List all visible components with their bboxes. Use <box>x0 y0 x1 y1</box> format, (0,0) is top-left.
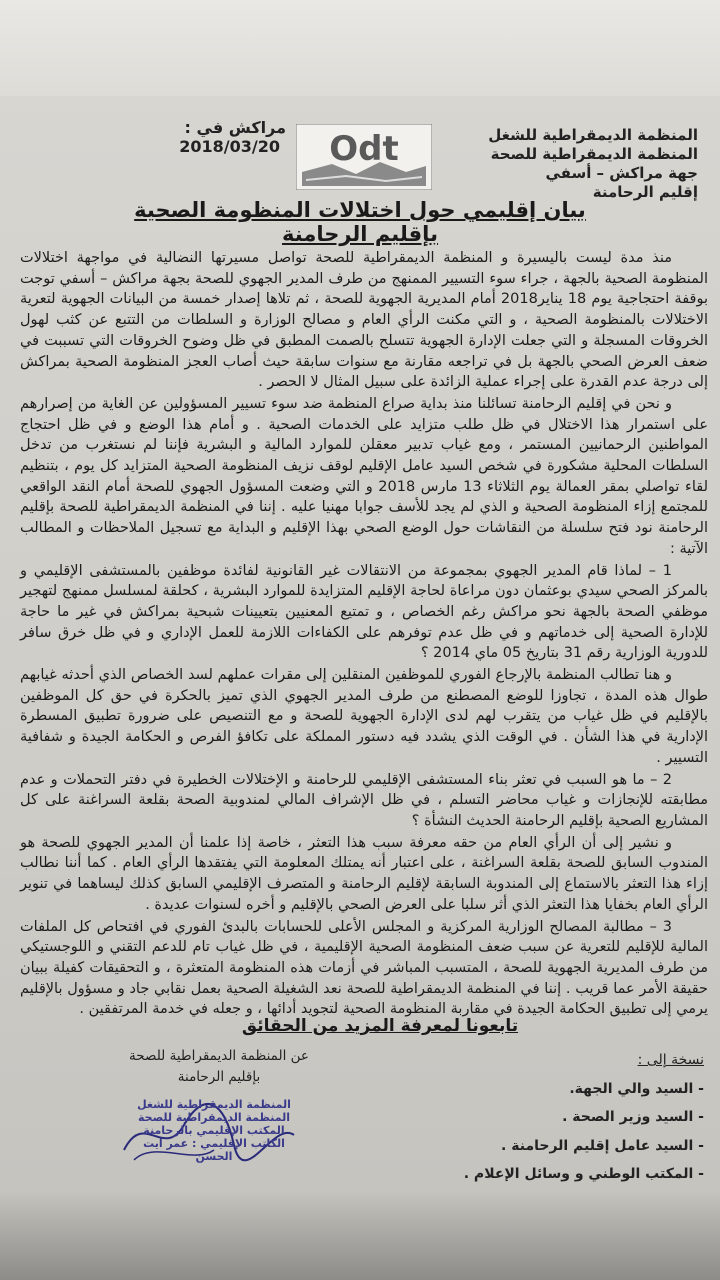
org-line-4: إقليم الرحامنة <box>592 183 698 201</box>
org-line-1: المنظمة الديمقراطية للشغل <box>488 126 698 144</box>
statement-body <box>20 248 708 1020</box>
place-label: مراكش في : <box>184 118 286 137</box>
org-line-3: جهة مراكش – أسفي <box>545 164 698 182</box>
scan-shadow <box>0 1190 720 1280</box>
copy-recipient: - السيد عامل إقليم الرحامنة . <box>374 1132 704 1161</box>
signature-line-2: بإقليم الرحامنة <box>177 1069 261 1085</box>
paragraph: 2 – ما هو السبب في تعثر بناء المستشفى الإقليمي للرحامنة و الإختلالات الخطيرة في دفتر التحملات و عدم مطابقته للإنجازات و غياب محاضر التسلم ، في ظل الإشراف المالي لمندوبية الصحة بقلعة السراغنة على كل المشاريع الصحية بإقليم الرحامنة الحديث النشأة ؟ <box>20 771 708 829</box>
signature-line-1: عن المنظمة الديمقراطية للصحة <box>129 1048 309 1064</box>
stamp-line-4: الكاتب الإقليمي : عمر ايت الحسن <box>143 1137 285 1163</box>
signature-block <box>104 1046 334 1088</box>
paragraph: 3 – مطالبة المصالح الوزارية المركزية و المجلس الأعلى للحسابات بالبدئ الفوري في افتحاص كل الملفات المالية للإقليم للتعرية عن سبب ضعف المنظومة الصحية الإقليمية ، في ظل غياب تام للدعم التقني و اللوجستيكي من طرف المديرية الجهوية للصحة ، المتسبب المباشر في أزمات هذه المنظومة المتعثرة ، و التحقيقات كفيلة ببيان حقيقة الأمر عما قريب . إننا في المنظمة الديمقراطية للصحة نعد الشغيلة الصحية بعمل نقابي جاد و مسؤول بالإقليم يرمي إلى تطبيق الحكامة الجيدة في مقاربة المنظومة الصحية لتجويد أدائها ، و جعله في خدمة المرتفقين . <box>20 918 708 1018</box>
paragraph: و هنا تطالب المنظمة بالإرجاع الفوري للموظفين المنقلين إلى مقرات عملهم لسد الخصاص الذي أحدثه غيابهم طوال هذه المدة ، تجاوزا للوضع المصطنع من طرف المدير الجهوي الذي تميز بالحكرة في حق كل الموظفين بالإقليم في ظل غياب من يتقرب لهم لدى الإدارة الجهوية للصحة و مع التنصيص على ضرورة تطبيق المسطرة الإدارية في هذا الشأن . في الوقت الذي يشدد فيه دستور المملكة على تكافؤ الفرص و الحكامة الجيدة و شفافية التسيير . <box>20 667 708 766</box>
copy-recipient: - السيد وزير الصحة . <box>374 1103 704 1132</box>
place-date <box>86 118 286 156</box>
paragraph: و نشير إلى أن الرأي العام من حقه معرفة سبب هذا التعثر ، خاصة إذا علمنا أن المدير الجهوي للصحة هو المندوب السابق للصحة بقلعة السراغنة ، على اعتبار أنه يمتلك المعلومة التي يفتقدها الرأي العام . كما أننا نطالب إزاء هذا التعثر بالاستماع إلى المندوبة السابقة لإقليم الرحامنة و المتصرف الإقليمي السابق كذلك ليساهما في تنوير الرأي العام بخفايا هذا التعثر الذي أثر سلبا على العرض الصحي بالإقليم و أخره لسنوات عديدة . <box>20 834 708 913</box>
document-title: بيان إقليمي حول اختلالات المنظومة الصحية بإقليم الرحامنة <box>134 198 586 246</box>
org-line-2: المنظمة الديمقراطية للصحة <box>490 145 698 163</box>
organization-header <box>458 126 698 202</box>
scan-margin <box>0 0 720 96</box>
stamp-line-1: المنظمة الديمقراطية للشغل <box>137 1098 291 1111</box>
document-date: 2018/03/20 <box>179 137 280 156</box>
odt-logo <box>296 124 432 190</box>
stamp-line-3: المكتب الإقليمي بالرحامنة <box>143 1124 285 1137</box>
logo-text: Odt <box>329 129 399 169</box>
paragraph: منذ مدة ليست باليسيرة و المنظمة الديمقراطية للصحة تواصل مسيرتها النضالية في مواجهة اختلالات المنظومة الصحية بالجهة ، جراء سوء التسيير الممنهج من طرف المدير الجهوي للصحة بجهة مراكش – أسفي توجت بوقفة احتجاجية يوم 18 يناير2018 أمام المديرية الجهوية للصحة ، ثم تلاها إصدار خمسة من البيانات الجهوية لتعرية الاختلالات بالمنظومة الصحية ، و التي مكنت الرأي العام و مصالح الوزارة و السلطات من التتبع عن كثب لهول الخروقات المسجلة و التي جعلت الإدارة الجهوية تتسلح بالصمت المطبق في ظل وضوح الخروقات التي تسببت في ضعف العرض الصحي بالجهة بل في تراجعه مقارنة مع سنوات سابقة حيث أصاب العجز المنظومة الصحية بمراكش إلى درجة عدم القدرة على إجراء عملية الزائدة على سبيل المثال لا الحصر . <box>20 250 708 391</box>
closing-line: تابعونا لمعرفة المزيد من الحقائق <box>241 1016 519 1036</box>
copies-heading: نسخة إلى : <box>637 1052 704 1068</box>
organization-stamp <box>128 1098 300 1163</box>
stamp-line-2: المنظمة الديمقراطية للصحة <box>137 1111 291 1124</box>
paragraph: و نحن في إقليم الرحامنة تسائلنا منذ بداية صراع المنظمة ضد سوء تسيير المسؤولين عن الغاية من إصرارهم على استمرار هذا الاختلال في ظل طلب متزايد على الخدمات الصحية . و أمام هذا الوضع و في ظل احتجاج المواطنين الرحمانيين المستمر ، ومع غياب تدبير معقلن للموارد المالية و البشرية فإننا لم نستغرب من تدخل السلطات المحلية مشكورة في شخص السيد عامل الإقليم لوقف نزيف المنظومة الصحية المتزايد كل يوم ، بتنظيم لقاء تواصلي بمقر العمالة يوم الثلاثاء 13 مارس 2018 و التي وضعت المسؤول الجهوي للصحة أمام النقد الواقعي للمجتمع إزاء المنظومة الصحية و الذي لم يجد للأسف جوابا مهنيا عليه . إننا في المنظمة الديمقراطية للصحة بإقليم الرحامنة نود فتح سلسلة من النقاشات حول الوضع الصحي بهذا الإقليم و البداية مع تسجيل الملاحظات و المطالب الآتية : <box>20 395 708 557</box>
paragraph: 1 – لماذا قام المدير الجهوي بمجموعة من الانتقالات غير القانونية لفائدة موظفين بالمستشفى الإقليمي و بالمركز الصحي سيدي بوعثمان دون مراعاة لحاجة الإقليم المتزايدة للموارد البشرية ، كحلقة لمسلسل ممنهج لتهجير موظفي الصحة بالجهة نحو مراكش رغم الخصاص ، و تمتيع المعنيين بتعيينات شبحية بمراكش في غير ما حاجة للإدارة الصحية إلى خدماتهم و في ظل عدم توفرهم على الكفاءات اللازمة للعمل الإداري و في ظل خرق سافر للدورية الوزارية رقم 31 بتاريخ 05 ماي 2014 ؟ <box>20 562 708 662</box>
copy-recipient: - السيد والي الجهة. <box>374 1075 704 1104</box>
copy-recipient: - المكتب الوطني و وسائل الإعلام . <box>374 1160 704 1189</box>
copies-list <box>374 1046 704 1189</box>
